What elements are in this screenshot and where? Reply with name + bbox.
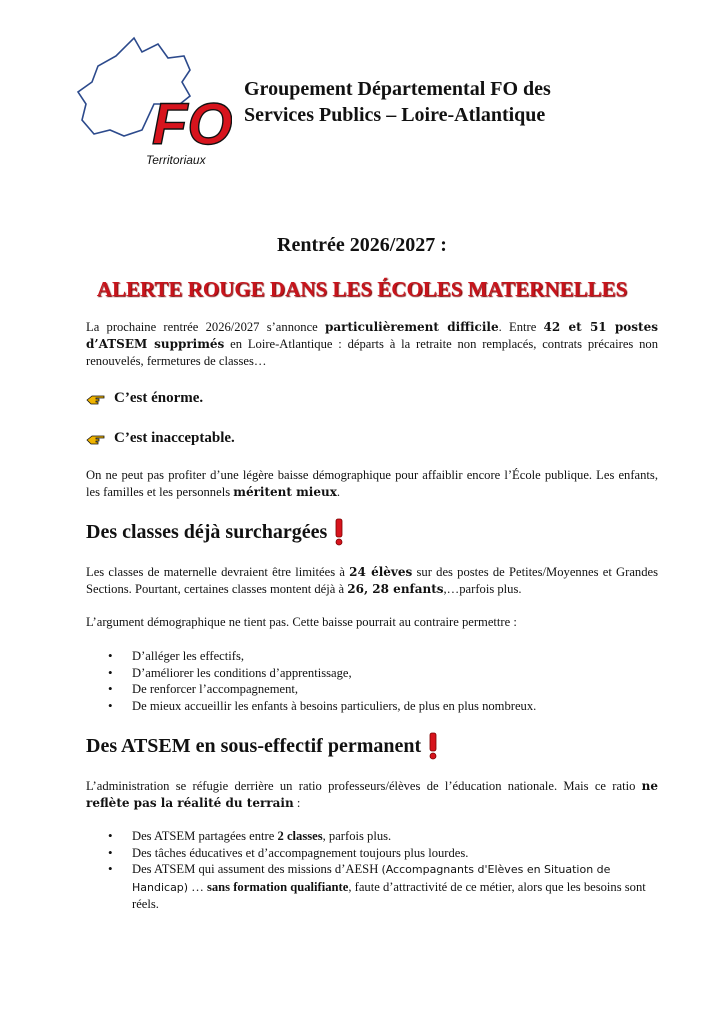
- org-title-line1: Groupement Départemental FO des: [244, 78, 551, 100]
- paragraph-demographic-argument: L’argument démographique ne tient pas. Cette baisse pourrait au contraire permettre :: [86, 615, 517, 629]
- bullet-list-benefits: [108, 648, 668, 714]
- exclamation-icon: [333, 518, 345, 546]
- list-item: • Des tâches éducatives et d’accompagnement toujours plus lourdes.: [108, 845, 668, 862]
- point-enormous: [86, 390, 203, 407]
- list-item: • De mieux accueillir les enfants à besoins particuliers, de plus en plus nombreux.: [108, 698, 668, 715]
- list-item: • De renforcer l’accompagnement,: [108, 681, 668, 698]
- organization-title: [244, 76, 664, 128]
- document-title: Rentrée 2026/2027 :: [277, 234, 447, 256]
- paragraph-class-limits: Les classes de maternelle devraient être limitées à 24 élèves sur des postes de Petites/Moyennes et Grandes Sections. Pourtant, certaines classes montent déjà à 26, 28 enfants,…parfois plus.: [86, 565, 659, 596]
- pointing-hand-icon: [86, 392, 106, 406]
- org-title-line2: Services Publics – Loire-Atlantique: [244, 104, 546, 126]
- logo-text: FO: [152, 92, 232, 157]
- list-item: • Des ATSEM qui assument des missions d’AESH (Accompagnants d'Elèves en Situation de Handicap) … sans formation qualifiante, faute d’attractivité de ce métier, alors que les besoins sont réels.: [108, 861, 668, 913]
- point-text: C’est énorme.: [114, 390, 204, 406]
- pointing-hand-icon: [86, 432, 106, 446]
- exclamation-icon: [427, 732, 439, 760]
- bullet-list-atsem: [108, 828, 668, 913]
- intro-paragraph: La prochaine rentrée 2026/2027 s’annonce particulièrement difficile. Entre 42 et 51 postes d’ATSEM supprimés en Loire-Atlantique : départs à la retraite non remplacés, contrats précaires non renouvelés, fermetures de classes…: [86, 320, 659, 368]
- list-item: • D’améliorer les conditions d’apprentissage,: [108, 665, 668, 682]
- logo-subtitle: Territoriaux: [146, 153, 206, 167]
- list-item: • Des ATSEM partagées entre 2 classes, parfois plus.: [108, 828, 668, 845]
- list-item: • D’alléger les effectifs,: [108, 648, 668, 665]
- paragraph-public-school: On ne peut pas profiter d’une légère baisse démographique pour affaiblir encore l’École publique. Les enfants, les familles et les personnels méritent mieux.: [86, 468, 658, 499]
- alert-headline: ALERTE ROUGE DANS LES ÉCOLES MATERNELLES: [96, 277, 628, 301]
- point-unacceptable: [86, 430, 235, 447]
- fo-logo-graphic: [72, 34, 232, 174]
- fo-logo: [72, 34, 232, 174]
- section-heading-overcrowded: Des classes déjà surchargées: [86, 518, 345, 546]
- paragraph-ratio: L’administration se réfugie derrière un ratio professeurs/élèves de l’éducation nationale. Mais ce ratio ne reflète pas la réalité du terrain :: [86, 779, 658, 810]
- section-heading-atsem: Des ATSEM en sous-effectif permanent: [86, 732, 439, 760]
- point-text: C’est inacceptable.: [114, 430, 235, 446]
